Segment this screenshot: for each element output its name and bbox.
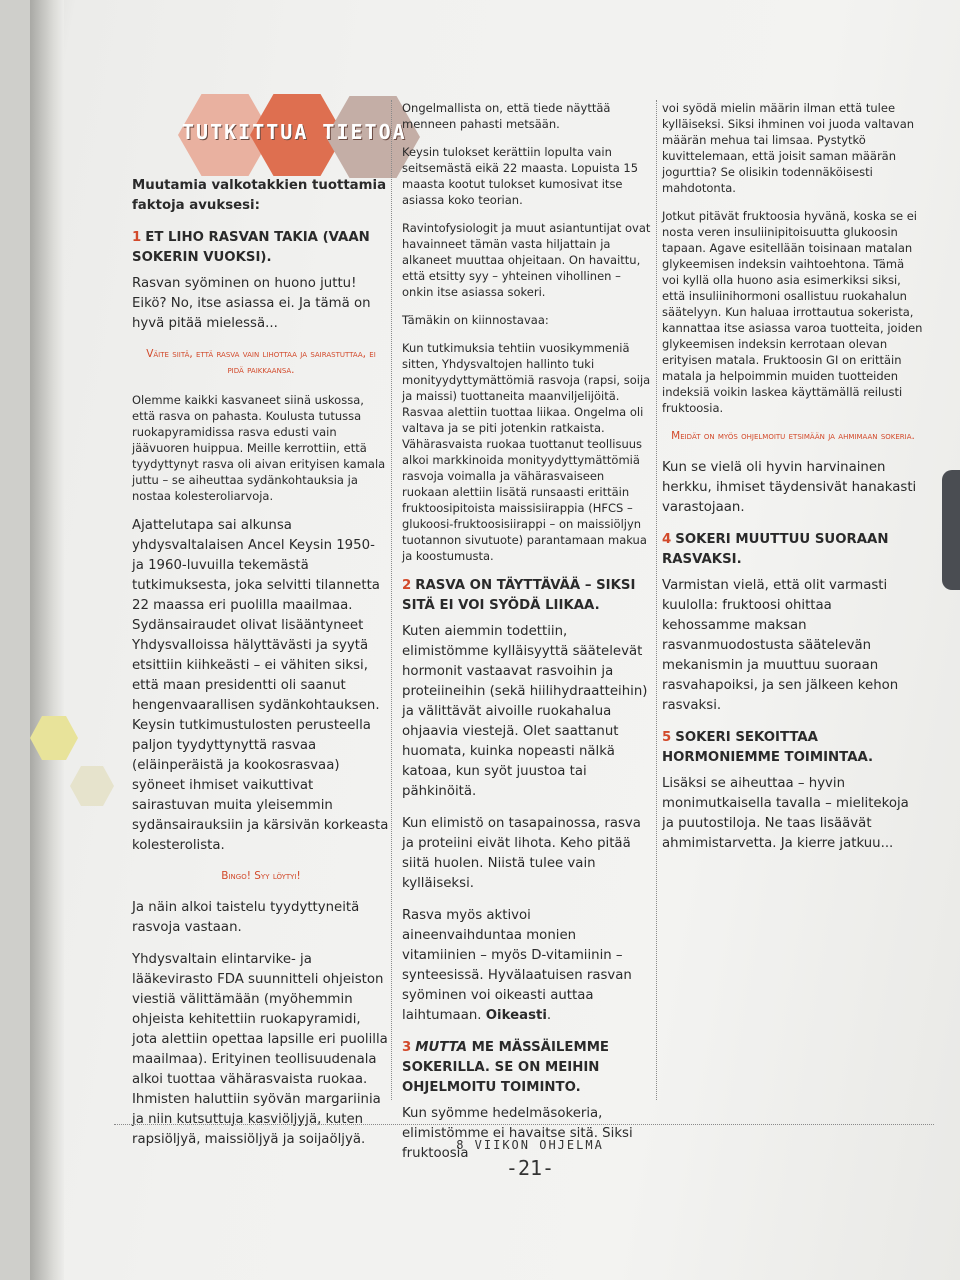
intro-text: Muutamia valkotakkien tuottamia faktoja avuksesi: xyxy=(132,178,387,213)
column-2 xyxy=(402,100,652,1176)
book-title: 8 VIIKON OHJELMA xyxy=(456,1138,604,1152)
paragraph-text: Rasva myös aktivoi aineenvaihduntaa monien vitamiinien – myös D-vitamiinin – synteesissä. Hyvälaatuisen rasvan syöminen voi oikeasti auttaa laihtumaan. xyxy=(402,908,632,1023)
subheading-emphasis: MUTTA xyxy=(415,1040,467,1055)
page-number: -21- xyxy=(505,1156,555,1180)
paragraph: Kun elimistö on tasapainossa, rasva ja proteiini eivät lihota. Keho pitää siitä huolen. Niistä tulee vain kylläiseksi. xyxy=(402,816,641,891)
emphasis-text: Oikeasti xyxy=(485,1008,547,1023)
paragraph: voi syödä mielin määrin ilman että tulee kylläiseksi. Siksi ihminen voi juoda valtavan määrän mehua tai limsaa. Pystytkö kuvittelemaan, että joisit saman määrän jogurttia? Se olisikin todennäköisesti mahdotonta. xyxy=(662,101,915,195)
subheading-number: 4 xyxy=(662,532,672,547)
paragraph: Rasvan syöminen on huono juttu! Eikö? No, itse asiassa ei. Ja tämä on hyvä pitää mielessä... xyxy=(132,276,371,331)
paragraph: Ajattelutapa sai alkunsa yhdysvaltalaisen Ancel Keysin 1950- ja 1960-luvuilla tekemästä tutkimuksesta, joka selvitti tilannetta 22 maassa eri puolilla maailmaa. Sydänsairaudet olivat lisääntyneet Yhdysvalloissa hälyttävästi ja syytä etsittiin kiihkeästi – ei vähiten siksi, että maan presidentti oli saanut hengenvaarallisen sydänkohtauksen. Keysin tutkimustulosten perusteella paljon tyydyttynyttä rasvaa (eläinperäistä ja kookosrasvaa) syöneet ihmiset vaikuttivat sairastuvan muita yleisemmin sydänsairauksiin ja kärsivän korkeasta kolesterolista. xyxy=(132,518,389,853)
subheading-4 xyxy=(662,530,924,570)
paragraph: Yhdysvaltain elintarvike- ja lääkevirasto FDA suunnitteli ohjeiston viestiä välittämään (myöhemmin ohjeista kehitettiin ruokapyramidi, jota alettiin opettaa lapsille eri puolilla maailmaa). Erityinen teollisuudenala alkoi tuottaa vähärasvaista ruokaa. Ihmisten haluttiin syövän margariinia ja niin kutsuttuja kasviöljyjä, kuten rapsiöljyä, maissiöljyä ja soijaöljyä. xyxy=(132,952,388,1147)
subheading-text: SOKERI SEKOITTAA HORMONIEMME TOIMINTAA. xyxy=(662,730,874,765)
paragraph: Kun tutkimuksia tehtiin vuosikymmeniä sitten, Yhdysvaltojen hallinto tuki monityydyttymättömiä rasvoja (rapsi, soija ja maissi) tuottaneita maanviljelijöitä. Rasvaa alettiin tuottaa liikaa. Ongelma oli valtava ja se piti jotenkin ratkaista. Vähärasvaista ruokaa tuottanut teollisuus alkoi markkinoida monityydyttymättömiä rasvoja voimalla ja vähärasvaiseen ruokaan alettiin lisätä runsaasti erittäin fruktoosipitoista maissisiirappia (HFCS – glukoosi-fruktoosisiirappi – on maissiöljyn tuotannon sivutuote) parantamaan makua ja koostumusta. xyxy=(402,341,651,563)
page-footer xyxy=(330,1138,730,1180)
subheading-text: ME MÄSSÄILEMME SOKERILLA. SE ON MEIHIN OHJELMOITU TOIMINTO. xyxy=(402,1040,610,1095)
paragraph: Jotkut pitävät fruktoosia hyvänä, koska se ei nosta veren insuliinipitoisuutta glukoosin tapaan. Agave esitellään toisinaan matalan glykeemisen indeksin vaihtoehtona. Tämä voi kyllä olla huono asia esimerkiksi siksi, että insuliinihormoni osallistuu ruokahalun säätelyyn. Kun haluaa irrottautua sokerista, kannattaa itse asiassa varoa tuotteita, joiden glykeemisen indeksin kerrotaan olevan erityisen matala. Fruktoosin GI on erittäin matala ja helpoimmin muiden tuotteiden indeksiä voikin laskea käyttämällä reilusti fruktoosia. xyxy=(662,209,923,415)
subheading-text: ET LIHO RASVAN TAKIA (VAAN SOKERIN VUOKSI). xyxy=(132,230,370,265)
subheading-number: 2 xyxy=(402,578,412,593)
subheading-5 xyxy=(662,728,924,768)
paragraph: Lisäksi se aiheuttaa – hyvin monimutkaisella tavalla – mielitekoja ja puutostiloja. Ne taas lisäävät ahmimistarvetta. Ja kierre jatkuu... xyxy=(662,776,909,851)
paragraph: Rasva myös aktivoi aineenvaihduntaa monien vitamiinien – myös D-vitamiinin – synteesissä. Hyvälaatuisen rasvan syöminen voi oikeasti auttaa laihtumaan. Oikeasti. xyxy=(402,908,632,1023)
pull-quote: Meidät on myös ohjelmoitu etsimään ja ahmimaan sokeria. xyxy=(671,430,915,442)
subheading-3 xyxy=(402,1038,652,1098)
paragraph: Keysin tulokset kerättiin lopulta vain seitsemästä eikä 22 maasta. Lopuista 15 maasta kootut tulokset kumosivat itse asiassa koko teorian. xyxy=(402,145,639,207)
column-divider xyxy=(656,100,657,1100)
paragraph: Olemme kaikki kasvaneet siinä uskossa, että rasva on pahasta. Koulusta tutussa ruokapyramidissa rasva edusti vain jäävuoren huippua. Meille kerrottiin, että tyydyttynyt rasva oli aivan erityisen kamala juttu – se aiheuttaa sydänkohtauksia ja nostaa kolesteroliarvoja. xyxy=(132,393,386,503)
book-page xyxy=(30,0,960,1280)
section-title: TUTKITTUA TIETOA xyxy=(182,120,407,144)
page-fold xyxy=(30,0,64,1280)
pull-quote: Väite siitä, että rasva vain lihottaa ja sairastuttaa, ei pidä paikkaansa. xyxy=(146,348,376,376)
hexagon-decoration xyxy=(70,766,114,806)
subheading-text: RASVA ON TÄYTTÄVÄÄ – SIKSI SITÄ EI VOI SYÖDÄ LIIKAA. xyxy=(402,578,636,613)
paragraph: Ja näin alkoi taistelu tyydyttyneitä rasvoja vastaan. xyxy=(132,900,360,935)
column-3 xyxy=(662,100,924,866)
subheading-text: SOKERI MUUTTUU SUORAAN RASVAKSI. xyxy=(662,532,889,567)
paragraph: Kun se vielä oli hyvin harvinainen herkku, ihmiset täydensivät hanakasti varastojaan. xyxy=(662,460,917,515)
subheading-number: 1 xyxy=(132,230,142,245)
paragraph: Varmistan vielä, että olit varmasti kuulolla: fruktoosi ohittaa kehossamme maksan rasvanmuodostusta säätelevän mekanismin ja muuttuu suoraan rasvahapoiksi, ja sen jälkeen kehon rasvaksi. xyxy=(662,578,899,713)
subheading-1 xyxy=(132,228,390,268)
paragraph: Ongelmallista on, että tiede näyttää menneen pahasti metsään. xyxy=(402,101,611,131)
pull-quote: Bingo! Syy löytyi! xyxy=(221,870,301,882)
subheading-number: 3 xyxy=(402,1040,412,1055)
subheading-number: 5 xyxy=(662,730,672,745)
column-divider xyxy=(391,100,392,1100)
paragraph: Tämäkin on kiinnostavaa: xyxy=(402,313,549,327)
page-tab-marker xyxy=(942,470,960,590)
subheading-2 xyxy=(402,576,652,616)
column-1 xyxy=(132,176,390,1162)
paragraph: Kuten aiemmin todettiin, elimistömme kylläisyyttä säätelevät hormonit vastaavat rasvoihin ja proteiineihin (sekä hiilihydraatteihin) ja välittävät aivoille ruokahalua ohjaavia viestejä. Olet saattanut huomata, kuinka nopeasti nälkä katoaa, kun syöt juustoa tai pähkinöitä. xyxy=(402,624,648,799)
paragraph: Ravintofysiologit ja muut asiantuntijat ovat havainneet tämän vasta hiljattain ja alkaneet muuttaa ohjeitaan. On havaittu, että etsitty syy – yhteinen vihollinen – onkin itse asiassa sokeri. xyxy=(402,221,651,299)
footer-divider xyxy=(114,1124,934,1125)
paragraph: Kun syömme hedelmäsokeria, elimistömme ei havaitse sitä. Siksi fruktoosia xyxy=(402,1106,633,1161)
